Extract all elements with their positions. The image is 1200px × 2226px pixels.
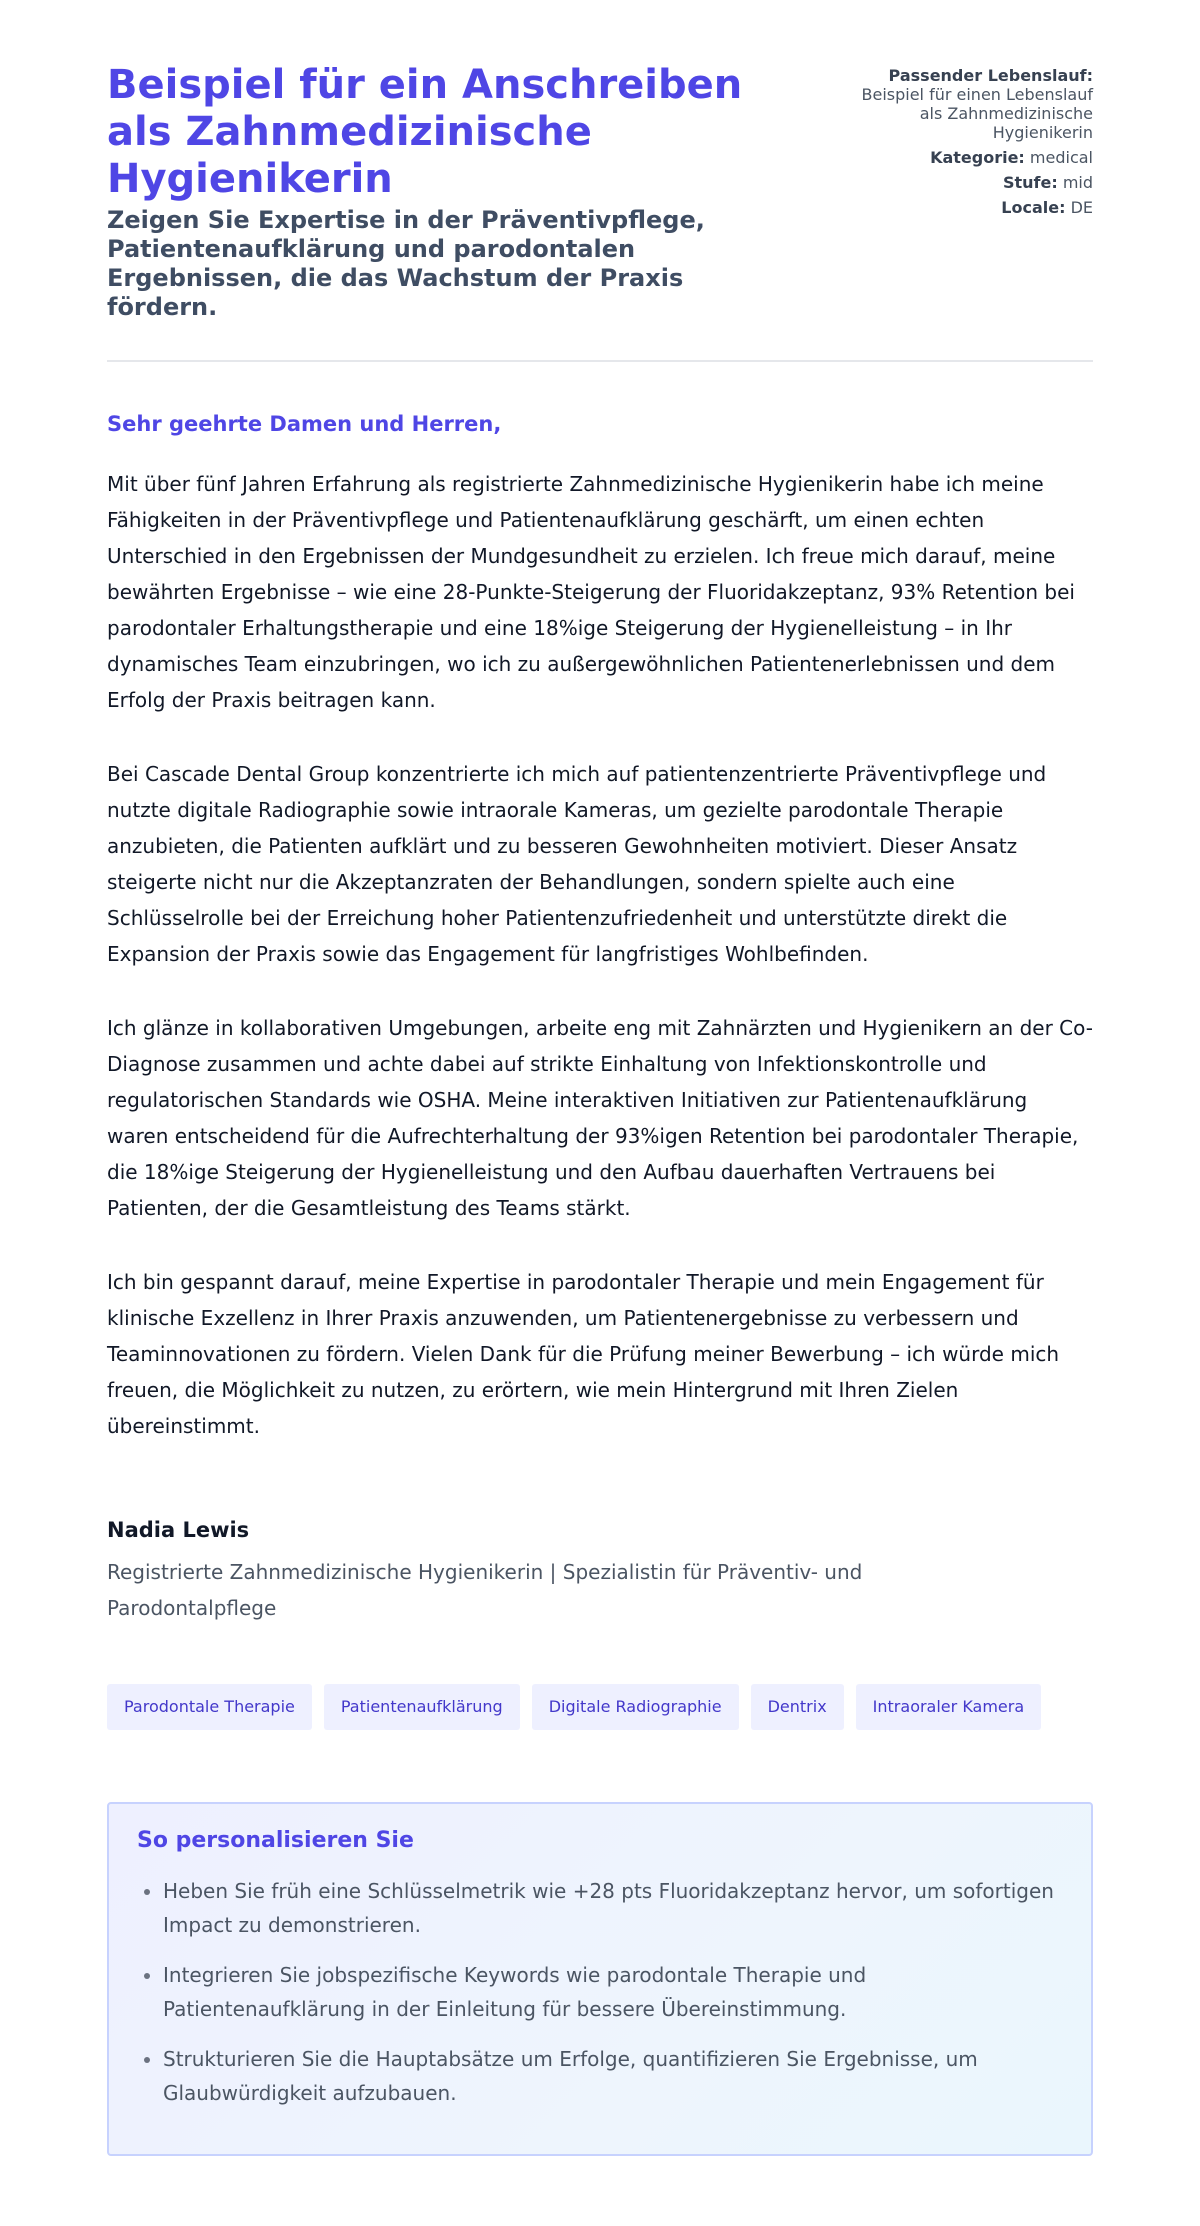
keyword-tag: Patientenaufklärung	[324, 1684, 520, 1730]
meta-resume-label: Passender Lebenslauf:	[888, 66, 1093, 85]
signature-role: Registrierte Zahnmedizinische Hygienikerin | Spezialistin für Präventiv- und Parodontalpflege	[107, 1560, 863, 1620]
meta-panel	[793, 66, 1093, 223]
meta-locale-value: DE	[1070, 198, 1093, 217]
tip-item: • Heben Sie früh eine Schlüsselmetrik wie +28 pts Fluoridakzeptanz hervor, um sofortigen Impact zu demonstrieren.	[163, 1874, 1063, 1942]
meta-category-label: Kategorie:	[930, 148, 1025, 167]
salutation: Sehr geehrte Damen und Herren,	[107, 412, 502, 436]
tip-item: • Strukturieren Sie die Hauptabsätze um Erfolge, quantifizieren Sie Ergebnisse, um Glaubwürdigkeit aufzubauen.	[163, 2042, 1063, 2110]
keyword-tag: Intraoraler Kamera	[856, 1684, 1041, 1730]
keyword-tag: Parodontale Therapie	[107, 1684, 312, 1730]
signature	[107, 1516, 1093, 1626]
meta-resume-link[interactable]: Beispiel für einen Lebenslauf als Zahnmedizinische Hygienikerin	[861, 85, 1093, 142]
keyword-tag: Digitale Radiographie	[532, 1684, 739, 1730]
meta-category-value: medical	[1029, 148, 1093, 167]
letter-paragraph: Ich glänze in kollaborativen Umgebungen, arbeite eng mit Zahnärzten und Hygienikern an der Co-Diagnose zusammen und achte dabei auf strikte Einhaltung von Infektionskontrolle und regulatorischen Standards wie OSHA. Meine interaktiven Initiativen zur Patientenaufklärung waren entscheidend für die Aufrechterhaltung der 93%igen Retention bei parodontaler Therapie, die 18%ige Steigerung der Hygienelleistung und den Aufbau dauerhaften Vertrauens bei Patienten, der die Gesamtleistung des Teams stärkt.	[107, 1016, 1093, 1220]
keyword-tags	[107, 1684, 1041, 1730]
letter-body	[107, 466, 1093, 1482]
meta-locale-label: Locale:	[1001, 198, 1066, 217]
page-title: Beispiel für ein Anschreiben als Zahnmedizinische Hygienikerin	[107, 62, 743, 202]
page-subtitle: Zeigen Sie Expertise in der Präventivpflege, Patientenaufklärung und parodontalen Ergebnissen, die das Wachstum der Praxis fördern.	[107, 206, 705, 321]
meta-locale	[793, 198, 1093, 217]
letter-paragraph: Bei Cascade Dental Group konzentrierte ich mich auf patientenzentrierte Präventivpflege und nutzte digitale Radiographie sowie intraorale Kameras, um gezielte parodontale Therapie anzubieten, die Patienten aufklärt und zu besseren Gewohnheiten motiviert. Dieser Ansatz steigerte nicht nur die Akzeptanzraten der Behandlungen, sondern spielte auch eine Schlüsselrolle bei der Erreichung hoher Patientenzufriedenheit und unterstützte direkt die Expansion der Praxis sowie das Engagement für langfristiges Wohlbefinden.	[107, 762, 1047, 966]
header	[107, 0, 1093, 362]
tip-item: • Integrieren Sie jobspezifische Keywords wie parodontale Therapie und Patientenaufklärung in der Einleitung für bessere Übereinstimmung.	[163, 1958, 1063, 2026]
meta-category	[793, 148, 1093, 167]
signature-name: Nadia Lewis	[107, 1518, 250, 1542]
letter-paragraph: Mit über fünf Jahren Erfahrung als registrierte Zahnmedizinische Hygienikerin habe ich meine Fähigkeiten in der Präventivpflege und Patientenaufklärung geschärft, um einen echten Unterschied in den Ergebnissen der Mundgesundheit zu erzielen. Ich freue mich darauf, meine bewährten Ergebnisse – wie eine 28-Punkte-Steigerung der Fluoridakzeptanz, 93% Retention bei parodontaler Erhaltungstherapie und eine 18%ige Steigerung der Hygienelleistung – in Ihr dynamisches Team einzubringen, wo ich zu außergewöhnlichen Patientenerlebnissen und dem Erfolg der Praxis beitragen kann.	[107, 472, 1075, 712]
personalization-tips	[107, 1802, 1093, 2156]
tips-list	[137, 1874, 1063, 2110]
letter-paragraph: Ich bin gespannt darauf, meine Expertise in parodontaler Therapie und mein Engagement für klinische Exzellenz in Ihrer Praxis anzuwenden, um Patientenergebnisse zu verbessern und Teaminnovationen zu fördern. Vielen Dank für die Prüfung meiner Bewerbung – ich würde mich freuen, die Möglichkeit zu nutzen, zu erörtern, wie mein Hintergrund mit Ihren Zielen übereinstimmt.	[107, 1270, 1060, 1438]
meta-level-value: mid	[1062, 173, 1093, 192]
keyword-tag: Dentrix	[751, 1684, 844, 1730]
tips-title: So personalisieren Sie	[137, 1828, 414, 1853]
meta-matching-resume	[793, 66, 1093, 142]
meta-level-label: Stufe:	[1002, 173, 1058, 192]
letter-container	[107, 0, 1093, 2105]
meta-level	[793, 173, 1093, 192]
